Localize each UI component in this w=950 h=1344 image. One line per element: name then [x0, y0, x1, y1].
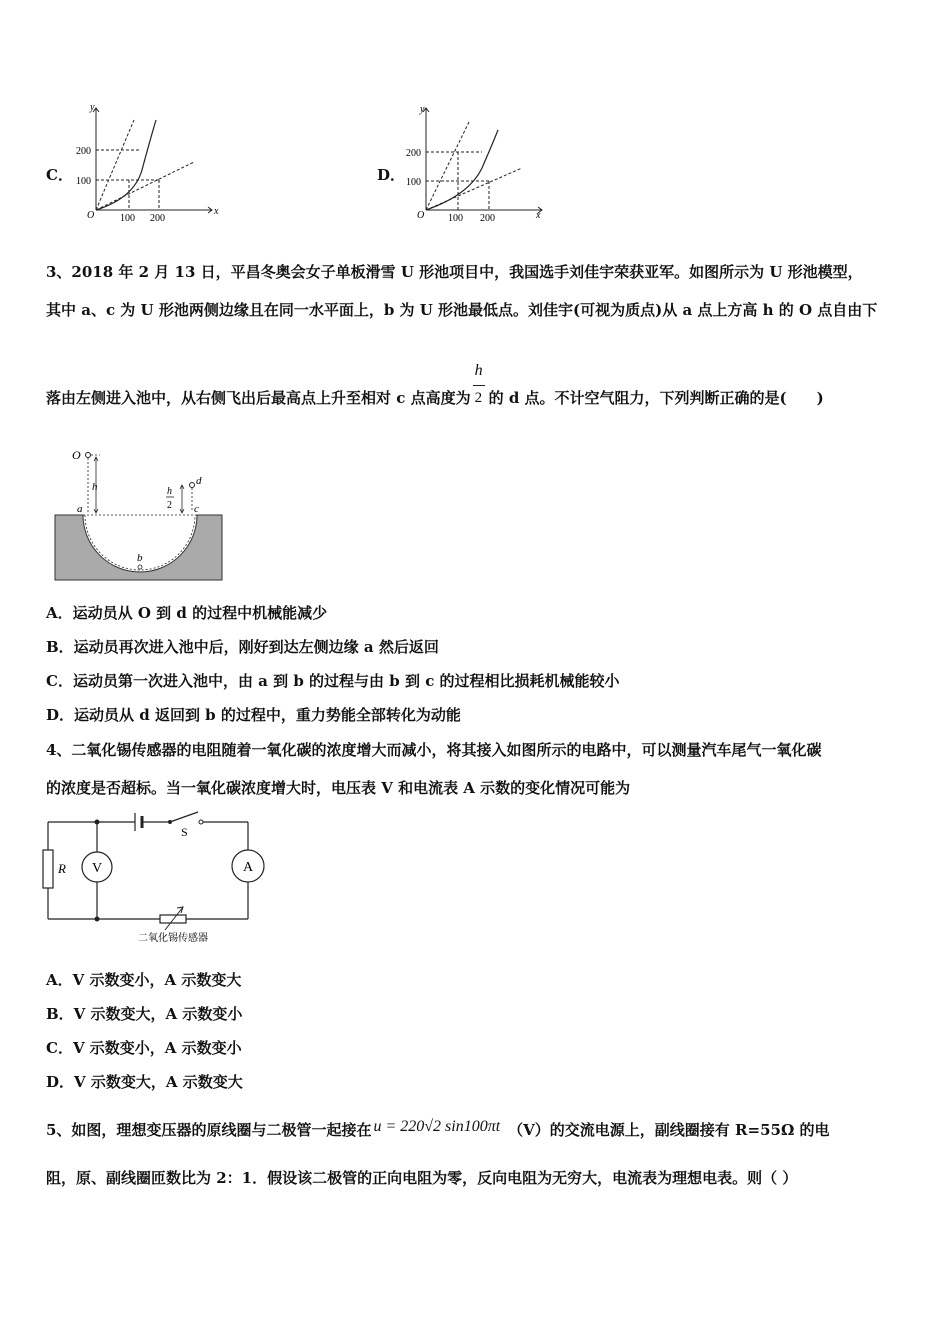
q3-line-3-pre: 落由左侧进入池中，从右侧飞出后最高点上升至相对 c 点高度为: [46, 389, 471, 407]
point-b-marker: [138, 565, 142, 569]
label-v: V: [92, 861, 103, 876]
graph-c-xtick-100: 100: [120, 213, 135, 224]
q4-option-d[interactable]: D．V 示数变大，A 示数变大: [46, 1073, 243, 1091]
label-r: R: [58, 861, 66, 876]
q3-option-d[interactable]: D．运动员从 d 返回到 b 的过程中，重力势能全部转化为动能: [46, 706, 461, 724]
q3-line-3-post: 的 d 点。不计空气阻力，下列判断正确的是( ): [488, 389, 824, 407]
label-half-num: h: [167, 486, 172, 497]
graph-d-curve: [426, 130, 498, 210]
q3-fraction-den: 2: [474, 390, 483, 406]
q5-formula: u = 220√2 sin100πt: [373, 1118, 501, 1135]
q3-option-a[interactable]: A．运动员从 O 到 d 的过程中机械能减少: [46, 604, 328, 622]
label-d: d: [196, 475, 202, 487]
resistor-r: [43, 850, 53, 888]
graph-d-ytick-100: 100: [406, 177, 421, 188]
option-c-label: C．: [46, 166, 73, 184]
graph-d-ytick-200: 200: [406, 148, 421, 159]
graph-c-origin: O: [87, 210, 95, 221]
sensor-variable-arrow: [165, 907, 183, 930]
q4-option-a[interactable]: A．V 示数变小，A 示数变大: [46, 971, 242, 989]
graph-c-ytick-100: 100: [76, 176, 91, 187]
graph-d-xtick-200: 200: [480, 213, 495, 224]
graph-d-dashed-shallow: [426, 168, 522, 210]
q3-option-c[interactable]: C．运动员第一次进入池中，由 a 到 b 的过程与由 b 到 c 的过程相比损耗机械能较小: [46, 672, 620, 690]
q5-line-1-pre: 5、如图，理想变压器的原线圈与二极管一起接在: [46, 1121, 372, 1139]
graph-c-y-label: y: [90, 102, 95, 113]
label-sensor: 二氧化锡传感器: [138, 933, 208, 944]
label-c: c: [194, 503, 199, 515]
junction-bottom: [95, 917, 100, 922]
point-d-marker: [190, 483, 195, 488]
graph-c-ytick-200: 200: [76, 146, 91, 157]
q4-option-b[interactable]: B．V 示数变大，A 示数变小: [46, 1005, 243, 1023]
switch-blade: [170, 812, 198, 822]
q3-fraction-bar: [473, 385, 485, 386]
q3-line-2: 其中 a、c 为 U 形池两侧边缘且在同一水平面上，b 为 U 形池最低点。刘佳宇(可视为质点)从 a 点上方高 h 的 O 点自由下: [46, 301, 878, 319]
junction-top: [95, 820, 100, 825]
q3-option-b[interactable]: B．运动员再次进入池中后，刚好到达左侧边缘 a 然后返回: [46, 638, 439, 656]
q3-fraction-h-over-2: [471, 362, 489, 409]
label-b: b: [137, 552, 143, 564]
circuit-diagram: [40, 805, 270, 950]
graph-c-dashed-steep: [96, 120, 134, 210]
graph-c-curve: [96, 120, 156, 210]
point-o-marker: [86, 453, 91, 458]
label-o: O: [72, 448, 81, 462]
q4-line-1: 4、二氧化锡传感器的电阻随着一氧化碳的浓度增大而减小，将其接入如图所示的电路中，可以测量汽车尾气一氧化碳: [46, 741, 822, 759]
q4-line-2: 的浓度是否超标。当一氧化碳浓度增大时，电压表 V 和电流表 A 示数的变化情况可能为: [46, 779, 631, 797]
q5-line-2: 阻，原、副线圈匝数比为 2：1．假设该二极管的正向电阻为零，反向电阻为无穷大，电流表为理想电表。则（ ）: [46, 1169, 798, 1187]
graph-c-x-label: x: [214, 206, 219, 217]
label-a: a: [77, 503, 83, 515]
q4-option-c[interactable]: C．V 示数变小，A 示数变小: [46, 1039, 242, 1057]
graph-d-xtick-100: 100: [448, 213, 463, 224]
option-d-label: D．: [377, 166, 406, 184]
label-h: h: [92, 481, 98, 493]
switch-contact-right: [199, 820, 203, 824]
q3-line-1: 3、2018 年 2 月 13 日，平昌冬奥会女子单板滑雪 U 形池项目中，我国选手刘佳宇荣获亚军。如图所示为 U 形池模型，: [46, 263, 863, 281]
graph-d: [406, 100, 554, 225]
label-half-den: 2: [167, 500, 172, 511]
q5-line-1: [46, 1120, 830, 1141]
switch-contact-left: [168, 820, 172, 824]
u-pool-figure: [50, 440, 230, 585]
graph-c: [76, 100, 224, 225]
graph-d-y-label: y: [420, 104, 425, 115]
graph-d-dashed-steep: [426, 122, 469, 210]
q3-line-3: [46, 362, 824, 409]
label-s: S: [181, 825, 188, 839]
label-a: A: [243, 860, 254, 875]
graph-c-xtick-200: 200: [150, 213, 165, 224]
q5-line-1-post: （V）的交流电源上，副线圈接有 R=55Ω 的电: [508, 1121, 830, 1139]
graph-d-x-label: x: [536, 210, 541, 221]
graph-c-dashed-shallow: [96, 162, 194, 210]
graph-d-origin: O: [417, 210, 425, 221]
q3-fraction-num: h: [474, 362, 483, 379]
